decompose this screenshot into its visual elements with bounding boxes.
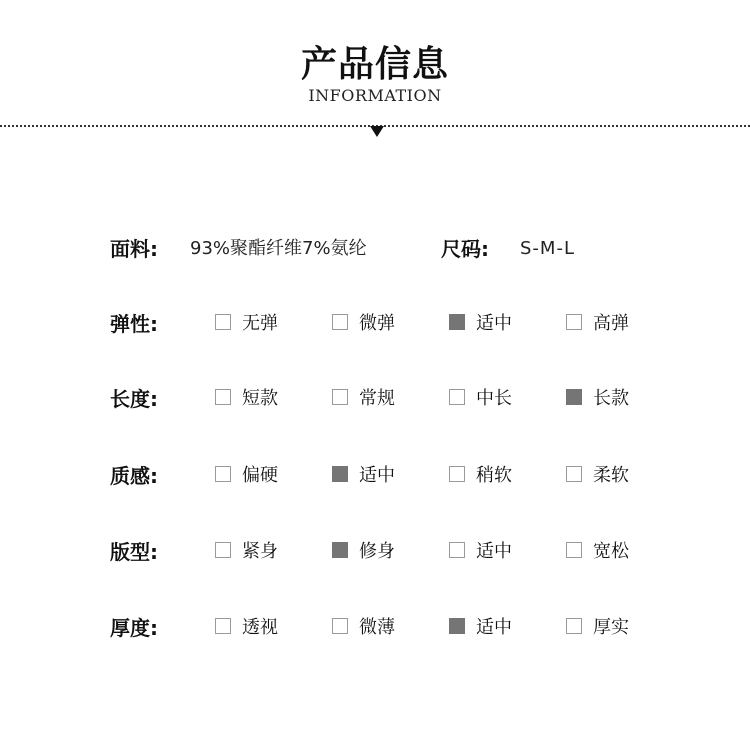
fabric-label: 面料: [110,237,158,261]
option-label: 适中 [476,617,512,638]
option-label: 高弹 [593,313,629,334]
option-label: 微薄 [359,617,395,638]
attribute-row-length [0,384,750,414]
checkbox-unchecked [332,389,348,405]
checkbox-unchecked [332,618,348,634]
checkbox-unchecked [215,314,231,330]
down-arrow-icon [370,126,384,137]
option-label: 适中 [476,313,512,334]
option-label: 长款 [593,388,629,409]
option-label: 透视 [242,617,278,638]
option-label: 柔软 [593,465,629,486]
checkbox-unchecked [566,618,582,634]
option-label: 偏硬 [242,465,278,486]
attribute-label: 质感: [110,464,158,488]
checkbox-checked [566,389,582,405]
checkbox-unchecked [215,466,231,482]
option-label: 厚实 [593,617,629,638]
checkbox-checked [449,618,465,634]
attribute-row-texture [0,461,750,491]
attribute-row-thickness [0,613,750,643]
attribute-label: 弹性: [110,312,158,336]
attribute-label: 厚度: [110,616,158,640]
checkbox-unchecked [215,389,231,405]
option-label: 中长 [476,388,512,409]
option-label: 紧身 [242,541,278,562]
checkbox-checked [332,542,348,558]
checkbox-unchecked [566,466,582,482]
option-label: 微弹 [359,313,395,334]
checkbox-unchecked [566,542,582,558]
checkbox-unchecked [566,314,582,330]
option-label: 无弹 [242,313,278,334]
page-subtitle: INFORMATION [308,86,442,105]
checkbox-checked [332,466,348,482]
option-label: 稍软 [476,465,512,486]
option-label: 短款 [242,388,278,409]
checkbox-unchecked [449,542,465,558]
attribute-label: 长度: [110,387,158,411]
option-label: 适中 [359,465,395,486]
checkbox-unchecked [449,389,465,405]
attribute-row-elasticity [0,309,750,339]
attribute-label: 版型: [110,540,158,564]
option-label: 宽松 [593,541,629,562]
page-title: 产品信息 [300,44,449,85]
checkbox-unchecked [215,618,231,634]
option-label: 常规 [359,388,395,409]
checkbox-unchecked [449,466,465,482]
attribute-row-fit [0,537,750,567]
checkbox-checked [449,314,465,330]
option-label: 适中 [476,541,512,562]
option-label: 修身 [359,541,395,562]
size-value: S-M-L [520,238,575,259]
size-label: 尺码: [441,237,489,261]
fabric-value: 93%聚酯纤维7%氨纶 [190,238,367,259]
checkbox-unchecked [215,542,231,558]
checkbox-unchecked [332,314,348,330]
fabric-size-row [0,234,750,264]
